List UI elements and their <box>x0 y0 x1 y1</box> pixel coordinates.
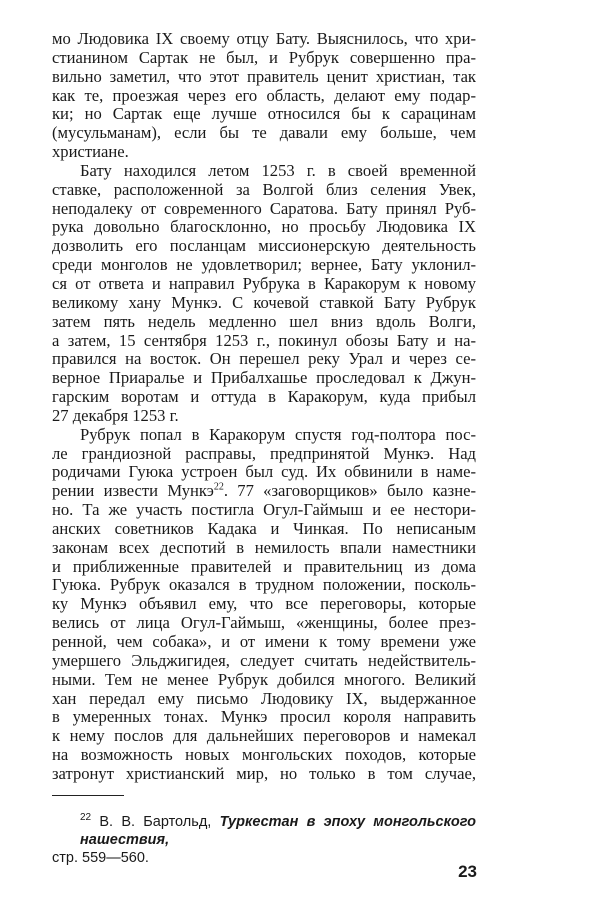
text-line: законам всех деспотий в немилость впали наместники <box>52 537 476 557</box>
text-line: а затем, 15 сентября 1253 г., покинул обозы Бату и на- <box>52 330 476 350</box>
text-line: великому хану Мункэ. С кочевой ставкой Бату Рубрук <box>52 292 476 312</box>
text-line: правился на восток. Он перешел реку Урал и через се- <box>52 349 476 369</box>
text-line: (мусульманам), если бы те давали ему больше, чем <box>52 123 476 143</box>
text-line: затем пять недель медленно шел вниз вдоль Волги, <box>52 311 476 331</box>
text-line: среди монголов не удовлетворил; вернее, Бату уклонил- <box>52 255 476 275</box>
text-line: стианином Сартак не был, и Рубрук совершенно пра- <box>52 47 476 67</box>
footnote-pages: стр. 559—560. <box>52 850 149 866</box>
footnote-divider <box>52 795 124 796</box>
text-line: хан передал ему письмо Людовику IX, выдержанное <box>52 688 476 708</box>
text-line: в умеренных тонах. Мункэ просил короля направить <box>52 707 476 727</box>
text-line: на возможность новых монгольских походов, которые <box>52 745 476 765</box>
page-number: 23 <box>458 862 477 881</box>
text-line: вильно заметил, что этот правитель ценит христиан, так <box>52 66 476 86</box>
text-line: затронут христианский мир, но только в том случае, <box>52 763 476 783</box>
text-line: верное Приаралье и Прибалхашье проследовал к Джун- <box>52 368 476 388</box>
text-line <box>52 482 476 501</box>
text-line: родичами Гуюка устроен был суд. Их обвинили в наме- <box>52 462 476 482</box>
text-line: к нему послов для дальнейших переговоров и намекал <box>52 726 476 746</box>
text-line: ле грандиозной расправы, предпринятой Мункэ. Над <box>52 443 476 463</box>
text-line: ку Мункэ объявил ему, что все переговоры, которые <box>52 594 476 614</box>
footnote-title: Туркестан в эпоху монгольского нашествия, <box>80 814 477 848</box>
footnote-number: 22 <box>80 812 92 824</box>
text-line: умершего Эльджигидея, следует считать недействитель- <box>52 650 476 670</box>
footnote-reference[interactable]: 22 <box>213 481 224 493</box>
text-segment: . 77 «заговорщиков» было казне- <box>223 481 476 501</box>
text-line: ставке, расположенной за Волгой близ селения Увек, <box>52 179 476 199</box>
text-line: велись от лица Огул-Гаймыш, «женщины, более през- <box>52 613 476 633</box>
text-segment: рении извести Мункэ <box>52 481 214 501</box>
text-line: как те, проезжая через его область, делают ему подар- <box>52 85 476 105</box>
text-line: Гуюка. Рубрук оказался в трудном положении, посколь- <box>52 575 476 595</box>
footnote-author: В. В. Бартольд, <box>99 814 212 830</box>
text-line: ся от ответа и направил Рубрука в Каракорум к новому <box>52 273 476 293</box>
paragraph-start-line: Рубрук попал в Каракорум спустя год-полтора пос- <box>80 424 476 444</box>
text-line: и приближенные правителей и правительниц из дома <box>52 556 476 576</box>
body-text <box>52 30 476 784</box>
text-line: гарским воротам и оттуда в Каракорум, куда прибыл <box>52 387 476 407</box>
text-line: анских советников Кадака и Чинкая. По неписаным <box>52 518 476 538</box>
text-line: ренной, чем собака», и от имени к тому времени уже <box>52 632 476 651</box>
text-line: ки; но Сартак еще лучше относился бы к сарацинам <box>52 104 476 124</box>
footnote <box>52 813 476 867</box>
paragraph-start-line: Бату находился летом 1253 г. в своей временной <box>80 160 476 180</box>
text-line: дозволить его посланцам миссионерскую деятельность <box>52 236 476 256</box>
text-line: мо Людовика IX своему отцу Бату. Выяснилось, что хри- <box>52 29 476 48</box>
text-line: 27 декабря 1253 г. <box>52 405 179 425</box>
footnote-line-1 <box>52 813 476 849</box>
text-line: ными. Тем не менее Рубрук добился многого. Великий <box>52 669 476 689</box>
text-line: но. Та же участь постигла Огул-Гаймыш и ее нестори- <box>52 500 476 520</box>
text-line: неподалеку от современного Саратова. Бату принял Руб- <box>52 198 476 218</box>
text-line: рука довольно благосклонно, но просьбу Людовика IX <box>52 217 476 237</box>
text-line: христиане. <box>52 142 129 162</box>
